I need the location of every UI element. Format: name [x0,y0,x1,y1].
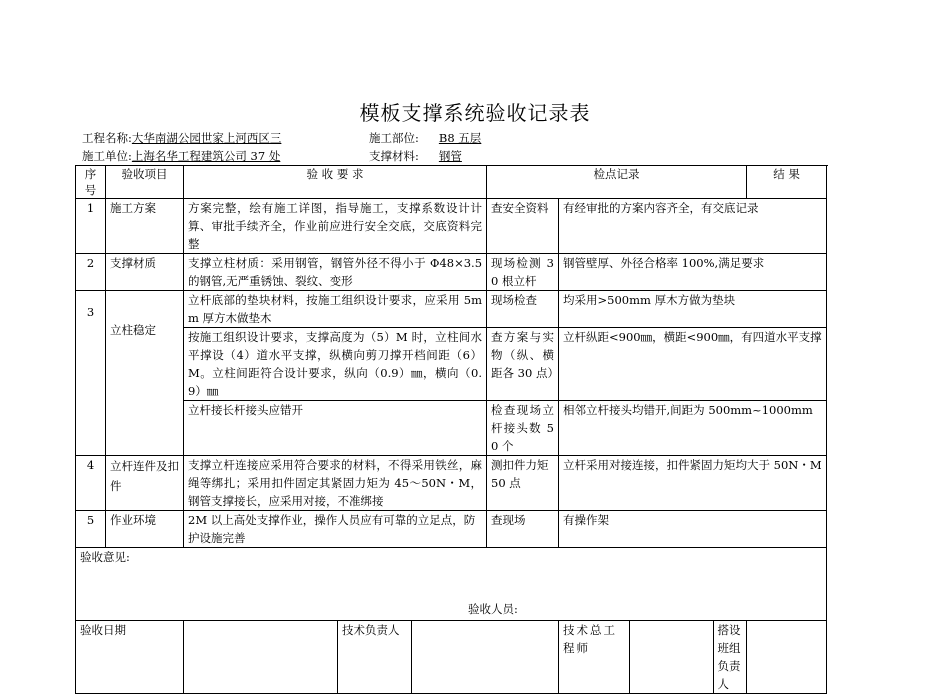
row-requirement: 立杆底部的垫块材料，按施工组织设计要求，应采用 5mm 厚方木做垫木 [184,291,487,328]
row-item: 立柱稳定 [106,291,184,456]
opinion-cell [76,548,827,621]
support-material-value: 钢管 [438,149,462,163]
table-row [76,291,827,328]
chief-engineer-value[interactable] [629,621,713,693]
row-check: 查方案与实物（纵、横距各 30 点） [487,328,559,401]
erector-lead-value[interactable] [747,621,827,694]
row-result: 均采用>500mm 厚木方做为垫块 [559,291,827,328]
table-header-row [76,166,827,199]
row-check: 检查现场立杆接头数 50 个 [487,401,559,456]
row-result: 相邻立杆接头均错开,间距为 500mm~1000mm [559,401,827,456]
tech-lead-value[interactable] [412,621,559,694]
header-item: 验收项目 [106,166,184,199]
row-item: 作业环境 [106,511,184,548]
tech-lead-label: 技术负责人 [338,621,412,694]
table-row [76,401,827,456]
project-name-line [82,130,281,146]
table-row [76,199,827,254]
row-requirement: 立杆接长杆接头应错开 [184,401,487,456]
header-result: 结 果 [747,166,827,199]
opinion-label: 验收意见: [80,550,130,564]
row-no: 4 [76,456,106,511]
chief-engineer-label: 技术总工程师 [559,621,629,693]
date-label: 验收日期 [76,621,184,694]
construction-location-label: 施工部位: [369,131,419,145]
support-material-line [369,148,506,164]
date-value[interactable] [184,621,338,694]
row-result: 立杆纵距<900㎜，横距<900㎜，有四道水平支撑 [559,328,827,401]
row-requirement: 支撑立杆连接应采用符合要求的材料，不得采用铁丝，麻绳等绑扎；采用扣件固定其紧固力矩为 45～50N・M，钢管支撑接长，应采用对接，不准绑接 [184,456,487,511]
row-no: 5 [76,511,106,548]
inspector-label: 验收人员: [468,602,518,616]
construction-location-value: B8 五层 [438,131,482,145]
project-name-value: 大华南湖公园世家上河西区三 [131,131,282,145]
row-item: 施工方案 [106,199,184,254]
row-check: 测扣件力矩 50 点 [487,456,559,511]
inspection-table [75,165,827,694]
row-no: 1 [76,199,106,254]
header-check-record: 检点记录 [487,166,747,199]
construction-unit-line [82,148,280,164]
construction-location-line [369,130,497,146]
project-name-label: 工程名称: [82,131,132,145]
opinion-row [76,548,827,621]
row-requirement: 按施工组织设计要求，支撑高度为（5）M 时，立柱间水平撑设（4）道水平支撑，纵横向剪刀撑开档间距（6）M。立柱间距符合设计要求，纵向（0.9）㎜，横向（0.9）㎜ [184,328,487,401]
table-row [76,328,827,401]
signature-row [76,621,827,694]
row-requirement: 支撑立柱材质：采用钢管，钢管外径不得小于 Φ48×3.5 的钢管,无严重锈蚀、裂纹、变形 [184,254,487,291]
support-material-label: 支撑材料: [369,149,419,163]
page-title: 模板支撑系统验收记录表 [359,101,591,125]
row-check: 查安全资料 [487,199,559,254]
table-row [76,254,827,291]
row-requirement: 方案完整，绘有施工详图，指导施工，支撑系数设计计算、审批手续齐全，作业前应进行安全交底，交底资料完整 [184,199,487,254]
chief-engineer-subtable [559,621,746,693]
chief-engineer-signature[interactable] [559,621,747,694]
erector-lead-label: 搭设班组负责人 [717,623,741,691]
row-check: 现场检查 [487,291,559,328]
construction-unit-label: 施工单位: [82,149,132,163]
row-requirement: 2M 以上高处支撑作业，操作人员应有可靠的立足点，防护设施完善 [184,511,487,548]
row-result: 钢管壁厚、外径合格率 100%,满足要求 [559,254,827,291]
header-requirement: 验 收 要 求 [184,166,487,199]
row-check: 查现场 [487,511,559,548]
row-no: 2 [76,254,106,291]
row-no: 3 [76,291,106,456]
row-result: 有操作架 [559,511,827,548]
row-item: 支撑材质 [106,254,184,291]
row-result: 有经审批的方案内容齐全，有交底记录 [559,199,827,254]
table-row [76,456,827,511]
construction-unit-value: 上海名华工程建筑公司 37 处 [131,149,281,163]
row-check: 现场检测 30 根立杆 [487,254,559,291]
row-result: 立杆采用对接连接，扣件紧固力矩均大于 50N・M [559,456,827,511]
header-no: 序号 [76,166,106,199]
table-row [76,511,827,548]
row-item: 立杆连件及扣件 [106,456,184,511]
